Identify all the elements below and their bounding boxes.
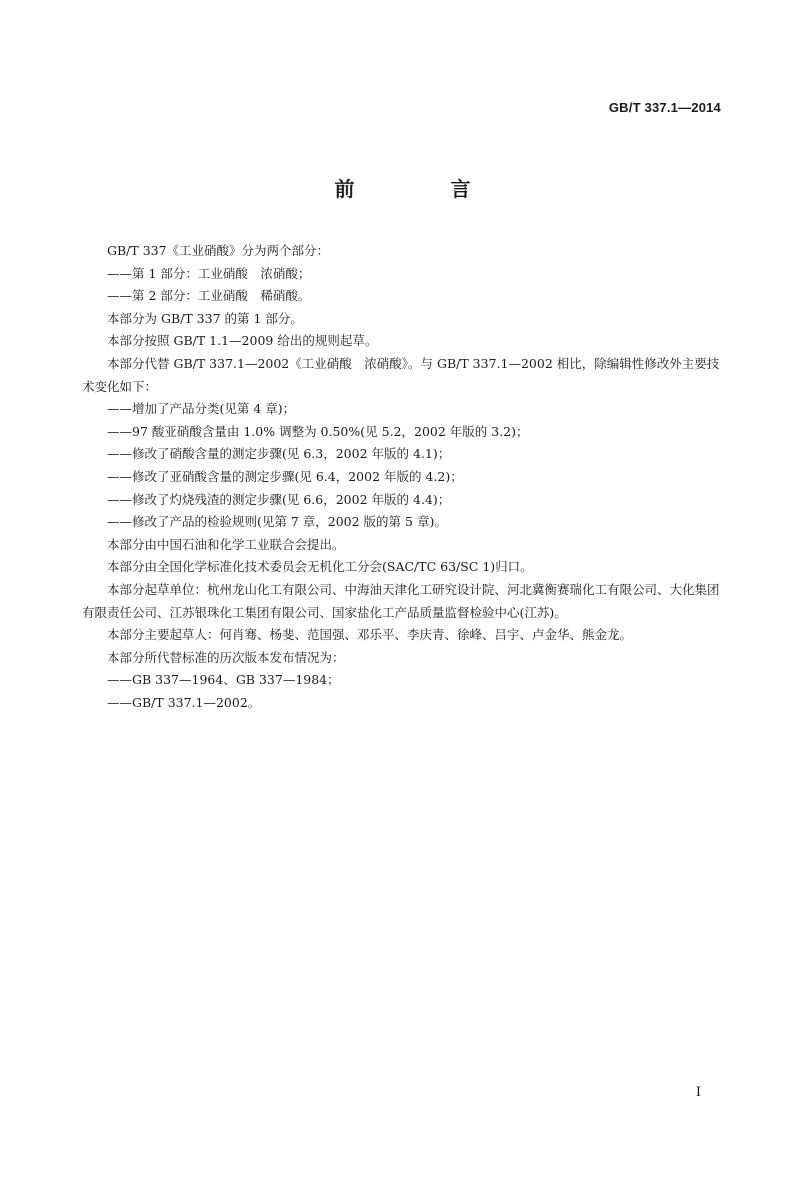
list-item-history-2: ——GB/T 337.1—2002。 <box>107 694 261 710</box>
paragraph-proposed-by: 本部分由中国石油和化学工业联合会提出。 <box>107 536 345 552</box>
page-number: I <box>695 1085 701 1100</box>
list-item-change-5: ——修改了灼烧残渣的测定步骤(见 6.6，2002 年版的 4.4)； <box>107 491 451 507</box>
list-item-history-1: ——GB 337—1964、GB 337—1984； <box>107 672 340 688</box>
paragraph-part-scope: 本部分为 GB/T 337 的第 1 部分。 <box>107 310 303 326</box>
paragraph-drafters: 本部分主要起草人：何肖骞、杨斐、范国强、邓乐平、李庆青、徐峰、吕宇、卢金华、熊金龙。 <box>107 627 633 643</box>
list-item-change-6: ——修改了产品的检验规则(见第 7 章，2002 版的第 5 章)。 <box>107 514 447 530</box>
paragraph-centralized-by: 本部分由全国化学标准化技术委员会无机化工分会(SAC/TC 63/SC 1)归口。 <box>107 559 533 575</box>
list-item-part-2: ——第 2 部分：工业硝酸 稀硝酸。 <box>107 288 311 304</box>
page-title: 前 言 <box>334 177 509 201</box>
foreword-body <box>82 240 722 714</box>
paragraph-drafting-rules: 本部分按照 GB/T 1.1—2009 给出的规则起草。 <box>107 333 378 349</box>
list-item-change-3: ——修改了硝酸含量的测定步骤(见 6.3，2002 年版的 4.1)； <box>107 446 451 462</box>
paragraph-history-intro: 本部分所代替标准的历次版本发布情况为： <box>107 649 345 665</box>
paragraph-replacement: 本部分代替 GB/T 337.1—2002《工业硝酸 浓硝酸》。与 GB/T 337.1—2002 相比，除编辑性修改外主要技术变化如下： <box>82 355 720 394</box>
paragraph-drafting-units: 本部分起草单位：杭州龙山化工有限公司、中海油天津化工研究设计院、河北冀衡赛瑞化工有限公司、大化集团有限责任公司、江苏银珠化工集团有限公司、国家盐化工产品质量监督检验中心(江苏)。 <box>82 581 720 620</box>
paragraph-parts-intro: GB/T 337《工业硝酸》分为两个部分： <box>107 243 330 258</box>
list-item-change-2: ——97 酸亚硝酸含量由 1.0% 调整为 0.50%(见 5.2，2002 年版的 3.2)； <box>107 423 529 439</box>
list-item-change-1: ——增加了产品分类(见第 4 章)； <box>107 401 296 417</box>
list-item-part-1: ——第 1 部分：工业硝酸 浓硝酸； <box>107 265 311 281</box>
list-item-change-4: ——修改了亚硝酸含量的测定步骤(见 6.4，2002 年版的 4.2)； <box>107 468 463 484</box>
standard-code: GB/T 337.1—2014 <box>608 100 721 115</box>
